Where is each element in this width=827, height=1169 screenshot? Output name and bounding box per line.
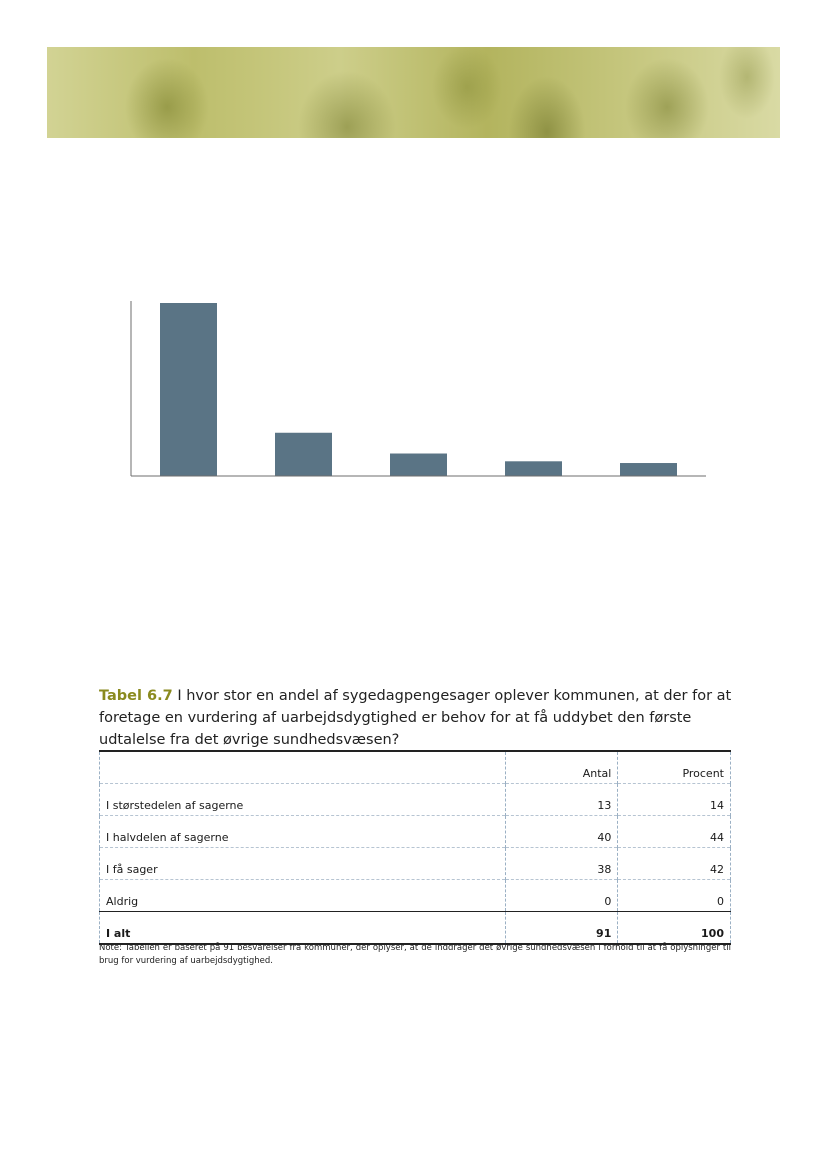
table-label: Tabel 6.7 xyxy=(99,688,173,704)
row-antal: 0 xyxy=(505,880,618,912)
table-row xyxy=(100,848,731,880)
row-procent: 0 xyxy=(618,880,731,912)
row-procent: 14 xyxy=(618,784,731,816)
chart-bar xyxy=(160,303,217,476)
table-total-row xyxy=(100,912,731,945)
row-procent: 44 xyxy=(618,816,731,848)
header-cell-procent: Procent xyxy=(618,751,731,784)
bar-chart xyxy=(0,0,827,560)
table-row xyxy=(100,816,731,848)
row-antal: 13 xyxy=(505,784,618,816)
table-row xyxy=(100,784,731,816)
total-procent: 100 xyxy=(618,912,731,945)
row-label: I få sager xyxy=(100,848,506,880)
row-procent: 42 xyxy=(618,848,731,880)
total-antal: 91 xyxy=(505,912,618,945)
header-cell-antal: Antal xyxy=(505,751,618,784)
header-cell-label xyxy=(100,751,506,784)
chart-bar xyxy=(505,461,562,476)
data-table xyxy=(99,750,731,945)
row-antal: 40 xyxy=(505,816,618,848)
table-title-text: I hvor stor en andel af sygedagpengesager oplever kommunen, at der for at foretage en vurdering af uarbejdsdygtighed er behov for at få uddybet den første udtalelse fra det øvrige sundhedsvæsen? xyxy=(99,688,732,748)
row-label: I størstedelen af sagerne xyxy=(100,784,506,816)
row-label: I halvdelen af sagerne xyxy=(100,816,506,848)
row-antal: 38 xyxy=(505,848,618,880)
total-label: I alt xyxy=(100,912,506,945)
table-row xyxy=(100,880,731,912)
row-label: Aldrig xyxy=(100,880,506,912)
chart-bar xyxy=(390,454,447,476)
table-header-row xyxy=(100,751,731,784)
table-note: Note: Tabellen er baseret på 91 besvarelser fra kommuner, der oplyser, at de inddrager det øvrige sundhedsvæsen i forhold til at få oplysninger til brug for vurdering af uarbejdsdygtighed. xyxy=(99,943,731,966)
table-title xyxy=(99,685,739,751)
chart-bar xyxy=(275,433,332,476)
chart-bar xyxy=(620,463,677,476)
